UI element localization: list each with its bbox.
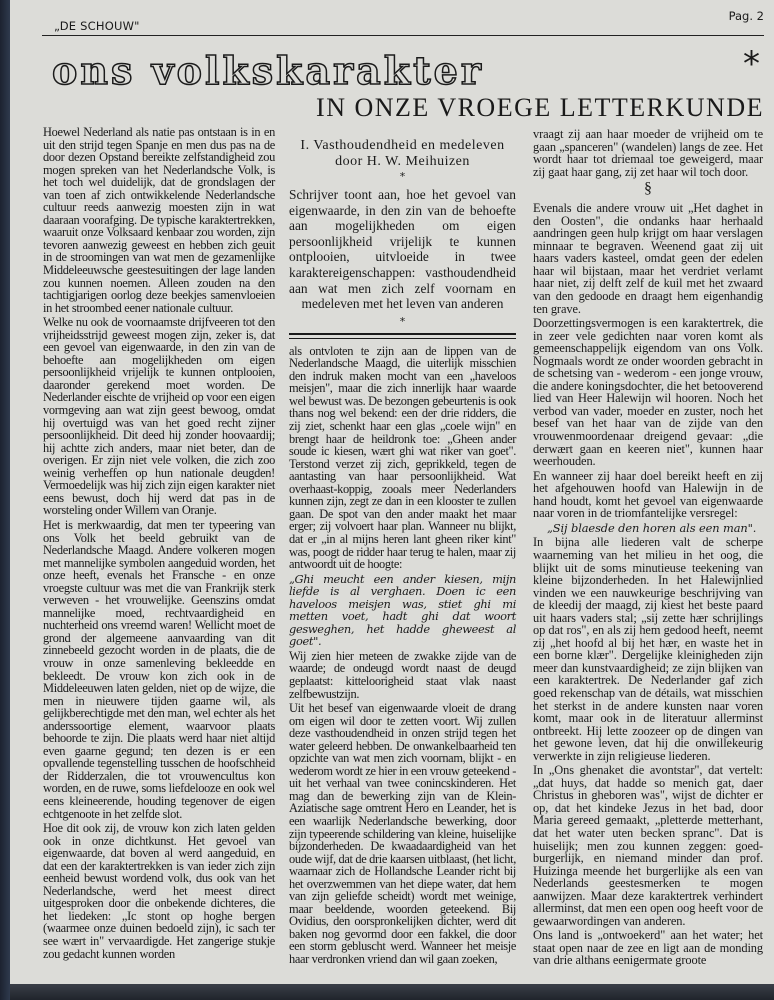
paragraph: En wanneer zij haar doel bereikt heeft en zij het afgehouwen hoofd van Halewijn in de hand houdt, komt het gevoel van eigenwaarde naar voren in de triomfantelijke versregel: (533, 468, 763, 521)
paragraph: Hoewel Nederland als natie pas ontstaan is in en uit den strijd tegen Spanje en men dus pas na de door dezen Opstand bereikte zelfstandigheid zou mogen spreken van het Nederlandsche Volk, is het toch wel duidelijk, dat de grondslagen der van toen af zich ontwikkelende Nederlandsche cultuur reeds aanwezig moesten zijn in wat daaraan voorafging. De typische karaktertrekken, waaruit onze Volksaard kenbaar zou worden, zijn tevoren aanwezig geweest en hebben zich geuit in de stroomingen van wat men de gezamenlijke Middeleeuwsche geestesuitingen der lage landen zou kunnen noemen. Alleen zouden na den tachtigjarigen oorlog deze beekjes samenvloeien in het stroombed eener nationale cultuur. (43, 125, 275, 315)
star-divider-icon: * (399, 170, 406, 183)
paragraph: Ons land is „ontwoekerd" aan het water; het staat open naar de zee en ligt aan de monding van drie althans eenigermate groote (533, 928, 763, 968)
star-divider-icon: * (399, 314, 406, 328)
paragraph: Het is merkwaardig, dat men ter typeering van ons Volk het beeld gebruikt van de Nederlandsche Maagd. Andere volkeren mogen met mannelijke symbolen aangeduid worden, het onze heeft, evenals het Fransche - en onze vroegste cultuur was met die van Frankrijk sterk verweven - het vrouwelijke. Geenszins omdat mannelijke moed, rechtvaardigheid en nuchterheid ons vreemd waren! Wellicht moet de grond der algemeene aanvaarding van dit zinnebeeld gezocht worden in de plaats, die de vrouw in onze samenleving bekleedde en bekleedt. De vrouw kon zich ook in de Middeleeuwen laten gelden, niet op de wijze, die men in nieuwere tijden gaarne wil, als gelijkberechtigde met den man, wel echter als het anderssoortige element, waarvoor plaats behoorde te zijn. Die plaats werd haar niet altijd even gaarne gegund; ten dezen is er een opvallende tegenstelling tusschen de hoofschheid der Ridderzalen, die tot vrouwencultus kon worden, en de ruwe, soms liefdelooze en ook wel eens kleineerende, houding tegenover de eigen echtgenoote in het zelfde slot. (43, 517, 275, 821)
section-mark-icon: § (644, 180, 652, 198)
article-subtitle: IN ONZE VROEGE LETTERKUNDE (316, 93, 764, 122)
book-spine (0, 0, 10, 1000)
page-number: Pag. 2 (728, 9, 764, 23)
asterisk-ornament-icon: * (743, 44, 760, 84)
paragraph: vraagt zij aan haar moeder de vrijheid om te gaan „spanceren" (wandelen) langs de zee. Het wordt haar tot driemaal toe geweigerd, maar zij gaat haar gang, zij zet haar wil toch door. (533, 127, 763, 179)
intro-heading: I. Vasthoudendheid en medeleven (300, 138, 505, 153)
quoted-verse: „Sij blaesde den horen als een man". (547, 520, 757, 535)
column-3 (533, 128, 763, 969)
paragraph: Uit het besef van eigenwaarde vloeit de drang om eigen wil door te zetten voort. Wij zullen deze vasthoudendheid in onzen strijd tegen het water geleerd hebben. De onwankelbaarheid ten opzichte van wat men zich voornam, blijkt - en wederom wordt ze hier in een vrouw geteekend - uit het verhaal van twee conincskinderen. Het mag dan de bewerking zijn van de Klein-Aziatische sage omtrent Hero en Leander, het is een waarlijk Nederlandsche bewerking, door zijn typeerende schildering van kleine, huiselijke bijzonderheden. De kwaadaardigheid van het oude wijf, dat de drie kaarsen uitblaast, (het licht, waarnaar zich de Hollandsche Leander richt bij het overzwemmen van het diepe water, dat hem van zijn geliefde scheidt) wordt met weinige, maar beeldende, woorden geteekend. Bij Ovidius, den oorspronkelijken dichter, werd dit baken nog gevormd door een fakkel, die door een storm gebluscht werd. Wanneer het meisje haar verdronken vriend dan wil gaan zoeken, (289, 701, 516, 966)
column-2 (289, 345, 516, 968)
paragraph: Evenals die andere vrouw uit „Het daghet in den Oosten", die ondanks haar herhaald aandringen geen hulp krijgt om haar verslagen minnaar te begraven. Weenend gaat zij uit haars vaders kasteel, omdat geen der edelen haar wil bijstaan, maar het verdriet verlamt haar niet, zij delft zelf de kuil met het zwaard van den gedoode en draagt hem eigenhandig ten grave. (533, 201, 763, 316)
intro-author: door H. W. Meihuizen (335, 154, 470, 169)
header-rule (42, 35, 764, 36)
paragraph: als ontvloten te zijn aan de lippen van de Nederlandsche Maagd, die uiterlijk misschien den indruk maken mocht van een „haveloos meisjen", maar die zich innerlijk haar waarde wel bewust was. De bezongen gebeurtenis is ook thans nog wel bekend: een der drie ridders, die zij ziet, schenkt haar een glas „coele wijn" en brengt haar de heildronk toe: „Gheen ander soude ic kiesen, wært ghi wat riker van goet". Terstond verzet zij zich, geprikkeld, tegen de aantasting van haar persoonlijkheid. Wat overhaast-koppig, zooals meer Nederlanders kunnen zijn, zegt ze dan in een klooster te zullen gaan. De spot van den ander maakt het maar erger; zij volvoert haar plan. Wanneer nu blijkt, dat er „in al mijns heren lant gheen riker kint" was, poogt de ridder haar terug te halen, maar zij antwoordt uit de hoogte: (289, 343, 516, 572)
page-shadow (10, 984, 774, 1000)
article-intro (289, 138, 516, 329)
paragraph: Wij zien hier meteen de zwakke zijde van de waarde; de ondeugd wordt naast de deugd geplaatst: kitteloorigheid staat vlak naast zelfbewustzijn. (289, 648, 516, 701)
double-rule-divider (289, 333, 516, 339)
paragraph: In bijna alle liederen valt de scherpe waarneming van het milieu in het oog, die blijkt uit de soms minutieuse teekening van kleine bijzonderheden. In het Halewijnlied vinden we een nauwkeurige beschrijving van de kleedij der maagd, zij kiest het beste paard uit haars vaders stal; „sij zette hær schrijlings op dat ros", en als zij hem gedood heeft, neemt zij „het hoofd al bij het hær, en waste het in een borne klær". Dergelijke kleinigheden zijn meer dan kunstvaardigheid; ze zijn blijken van een karaktertrek. De Nederlander gaf zich goed rekenschap van de détails, wat misschien het sterkst in de andere kunsten naar voren komt, maar ook in de literatuur allerminst ontbreekt. Hij lette zoozeer op de dingen van het gewone leven, dat hij die onwillekeurig verwerkte in zijn religieuse liederen. (533, 535, 763, 763)
paragraph: In „Ons ghenaket die avontstar", dat vertelt: „dat huys, dat hadde so menich gat, daer Christus in gheboren was", wijst de dichter er op, dat het kindeke Jezus in het bad, door Maria gereed gemaakt, „pletterde metterhant, dat het water uten becken spranc". Dat is huiselijk; men zou kunnen zeggen: goed-burgerlijk, en niemand minder dan prof. Huizinga meende het burgerlijke als een van Nederlands geestesmerken te mogen aanwijzen. Maar deze karaktertrek verhindert allerminst, dat men een open oog heeft voor de gewaarwordingen van anderen. (533, 763, 763, 928)
article-title: ons volkskarakter (52, 48, 484, 93)
running-head: „DE SCHOUW" (54, 19, 140, 33)
quoted-verse: „Ghi meucht een ander kiesen, mijn liefde is al verghaen. Doen ic een haveloos meisjen was, stiet ghi mi metten voet, hadt ghi dat woort gesweghen, het hadde gheweest al goet". (289, 571, 516, 649)
column-1 (43, 126, 275, 962)
intro-summary: Schrijver toont aan, hoe het gevoel van eigenwaarde, in den zin van de behoefte aan mogelijkheden om eigen persoonlijkheid vrijelijk te kunnen ontplooien, uitvloeide in twee karaktereigenschappen: vasthoudendheid aan wat men zich zelf voornam en medeleven met het leven van anderen (289, 187, 516, 312)
paragraph: Welke nu ook de voornaamste drijfveeren tot den vrijheidsstrijd geweest mogen zijn, zeker is, dat een gevoel van eigenwaarde, in den zin van de behoefte aan mogelijkheden om eigen persoonlijkheid vrijelijk te kunnen ontplooien, daaronder gerekend moet worden. De Nederlander eischte de vrijheid op voor een eigen vormgeving aan wat zijn geest bewoog, omdat hij overtuigd was van het goed recht zijner persoonlijkheid. Dit deed hij zonder hoovaardij; hij achtte zich anders, maar niet beter, dan de overigen. Er zijn niet vele volken, die zich zoo weinig verheffen op hun nationale deugden! Vermoedelijk was hij zich zijn eigen karakter niet eens bewust, doch hij werd dat pas in de worsteling onder Willem van Oranje. (43, 315, 275, 518)
magazine-page (10, 0, 774, 984)
paragraph: Hoe dit ook zij, de vrouw kon zich laten gelden ook in onze dichtkunst. Het gevoel van eigenwaarde, dat boven al werd aangeduid, en dat een der karaktertrekken is van ieder zich zijn eenheid bewust wordend volk, dus ook van het Nederlandsche, werd het meest direct uitgesproken door die onbekende dichteres, die het liedeken: „Ic stont op hoghe bergen (waarmee onze duinen bedoeld zijn), ic sach ter see wært in" vervaardigde. Het zangerige stukje zou gedacht kunnen worden (43, 821, 275, 961)
paragraph: Doorzettingsvermogen is een karaktertrek, die in zeer vele gedichten naar voren komt als gemeenschappelijk eigendom van ons Volk. Nogmaals wordt ze onder woorden gebracht in de schetsing van - wederom - een jonge vrouw, die andere koningsdochter, die het betooverend lied van Heer Halewijn wil hooren. Noch het verbod van vader, moeder en zuster, noch het besef van het haar van de zijde van den vrouwenmoordenaar dreigend gevaar: „die derwært gaan en keeren niet", kunnen haar weerhouden. (533, 316, 763, 469)
